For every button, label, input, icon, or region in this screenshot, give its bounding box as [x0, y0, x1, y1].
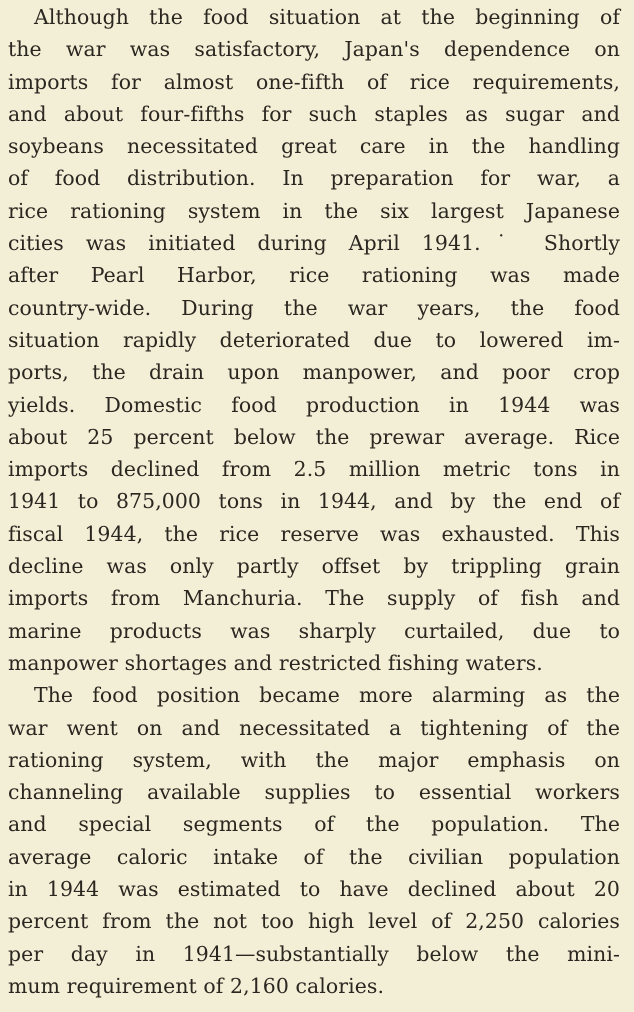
text-line: country-wide. During the war years, the food [8, 295, 620, 320]
text-line: per day in 1941—substantially below the mini- [8, 941, 620, 966]
text-line: yields. Domestic food production in 1944 was [8, 392, 620, 417]
text-line: average caloric intake of the civilian population [8, 844, 620, 869]
text-line: after Pearl Harbor, rice rationing was made [8, 263, 620, 288]
text-line: mum requirement of 2,160 calories. [8, 973, 385, 998]
text-line: marine products was sharply curtailed, due to [8, 618, 620, 643]
paragraph-food-situation [8, 1, 620, 679]
text-line: imports for almost one-fifth of rice requirements, [8, 69, 620, 94]
text-line: situation rapidly deteriorated due to lowered im- [8, 327, 620, 352]
paragraph-food-position [8, 679, 620, 1002]
text-line: percent from the not too high level of 2,250 calories [8, 909, 620, 934]
text-line: rice rationing system in the six largest Japanese [8, 198, 620, 223]
text-line: fiscal 1944, the rice reserve was exhausted. This [8, 521, 620, 546]
text-line: soybeans necessitated great care in the handling [8, 134, 620, 159]
text-line: decline was only partly offset by trippling grain [8, 554, 620, 579]
text-line: imports from Manchuria. The supply of fish and [8, 586, 620, 611]
text-line: the war was satisfactory, Japan's dependence on [8, 37, 620, 62]
text-line: The food position became more alarming as the [34, 683, 620, 708]
text-line: and about four-fifths for such staples as sugar and [8, 101, 620, 126]
text-line: cities was initiated during April 1941.˙ Shortly [8, 231, 620, 256]
text-line: about 25 percent below the prewar average. Rice [8, 424, 620, 449]
text-line: war went on and necessitated a tightening of the [8, 715, 620, 740]
text-line: ports, the drain upon manpower, and poor crop [8, 360, 620, 385]
text-line: and special segments of the population. The [8, 812, 620, 837]
text-line: 1941 to 875,000 tons in 1944, and by the end of [8, 489, 620, 514]
text-line: channeling available supplies to essential workers [8, 780, 620, 805]
text-line: in 1944 was estimated to have declined about 20 [8, 877, 620, 902]
text-line: of food distribution. In preparation for war, a [8, 166, 620, 191]
text-line: Although the food situation at the beginning of [34, 5, 620, 29]
text-line: rationing system, with the major emphasis on [8, 747, 620, 772]
text-line: imports declined from 2.5 million metric tons in [8, 457, 620, 482]
text-line: manpower shortages and restricted fishing waters. [8, 650, 543, 675]
